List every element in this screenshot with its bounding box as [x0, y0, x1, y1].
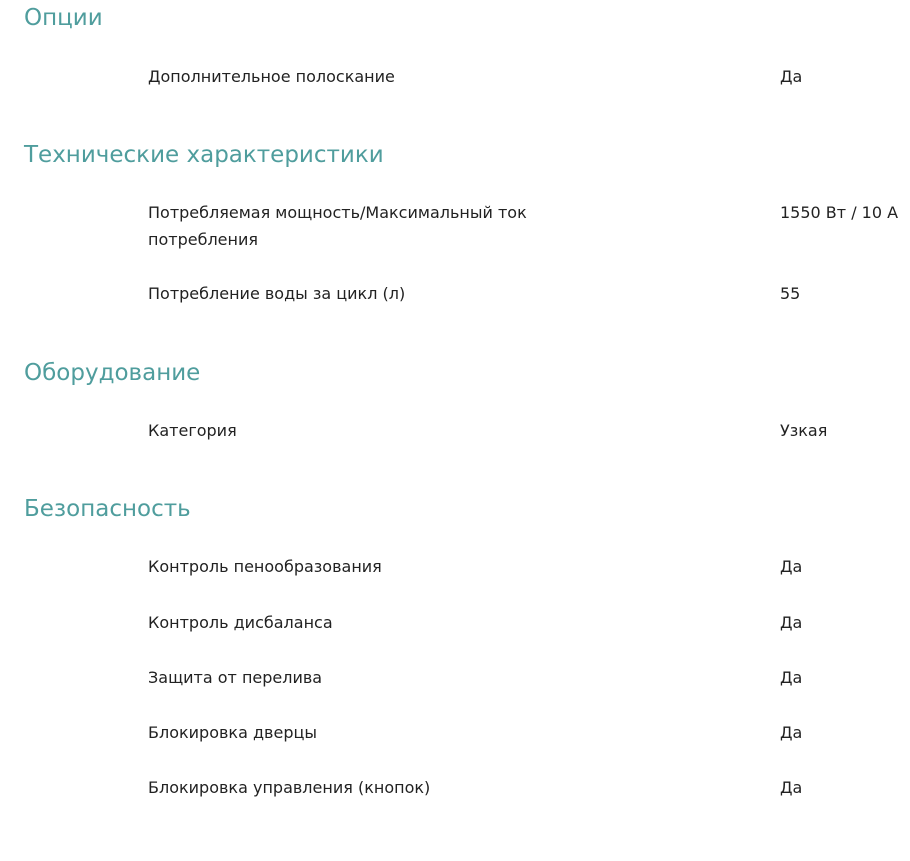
spec-label-imbalance-control: Контроль дисбаланса — [148, 613, 333, 632]
spec-label-foam-control: Контроль пенообразования — [148, 557, 382, 576]
spec-label-water-consumption: Потребление воды за цикл (л) — [148, 284, 406, 303]
spec-label-extra-rinse: Дополнительное полоскание — [148, 67, 395, 86]
spec-value-foam-control: Да — [780, 557, 803, 576]
spec-label-power-consumption: Потребляемая мощность/Максимальный ток потребления — [148, 203, 527, 249]
section-title-safety: Безопасность — [24, 496, 191, 522]
spec-value-extra-rinse: Да — [780, 67, 803, 86]
spec-value-category: Узкая — [780, 421, 828, 440]
spec-value-control-lock: Да — [780, 778, 803, 797]
spec-value-power-consumption: 1550 Вт / 10 А — [780, 203, 899, 222]
spec-label-door-lock: Блокировка дверцы — [148, 723, 317, 742]
spec-value-water-consumption: 55 — [780, 284, 801, 303]
spec-label-category: Категория — [148, 421, 237, 440]
spec-label-overflow-protection: Защита от перелива — [148, 668, 323, 687]
spec-value-imbalance-control: Да — [780, 613, 803, 632]
spec-value-overflow-protection: Да — [780, 668, 803, 687]
spec-label-control-lock: Блокировка управления (кнопок) — [148, 778, 431, 797]
section-title-equipment: Оборудование — [24, 360, 201, 386]
section-title-technical-specs: Технические характеристики — [24, 142, 384, 168]
spec-value-door-lock: Да — [780, 723, 803, 742]
section-title-options: Опции — [24, 5, 103, 31]
